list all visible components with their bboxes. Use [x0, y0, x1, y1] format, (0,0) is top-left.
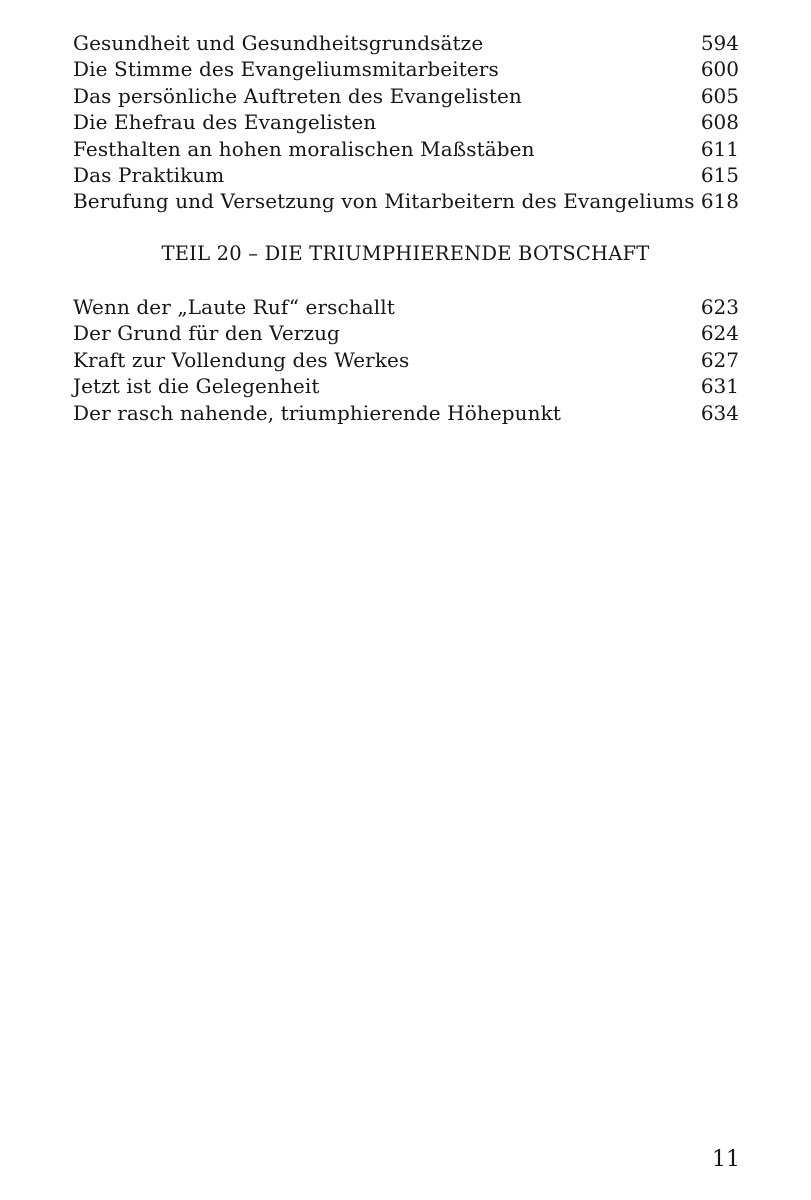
- toc-entry-title: Jetzt ist die Gelegenheit: [73, 374, 320, 399]
- toc-entry-page: 627: [700, 347, 739, 372]
- toc-entry-title: Der rasch nahende, triumphierende Höhepunkt: [73, 400, 561, 425]
- toc-entry: [73, 320, 739, 346]
- toc-entry-title: Die Stimme des Evangeliumsmitarbeiters: [73, 57, 499, 82]
- toc-entry: [73, 347, 739, 373]
- toc-list-part-19: [73, 30, 739, 215]
- toc-entry: [73, 83, 739, 109]
- toc-entry: [73, 294, 739, 320]
- toc-entry: [73, 188, 739, 214]
- toc-entry: [73, 373, 739, 399]
- toc-entry-page: 611: [700, 136, 739, 161]
- toc-entry-page: 631: [700, 374, 739, 399]
- toc-entry: [73, 400, 739, 426]
- toc-entry-title: Wenn der „Laute Ruf“ erschallt: [73, 295, 395, 319]
- toc-entry-page: 605: [700, 83, 739, 108]
- toc-entry-title: Das persönliche Auftreten des Evangelisten: [73, 83, 522, 108]
- toc-entry-title: Die Ehefrau des Evangelisten: [73, 110, 377, 135]
- toc-entry-page: 594: [700, 31, 739, 55]
- toc-entry-title: Der Grund für den Verzug: [73, 321, 340, 346]
- toc-entry: [73, 30, 739, 56]
- toc-entry-page: 634: [700, 400, 739, 425]
- toc-entry-title: Festhalten an hohen moralischen Maßstäben: [73, 136, 535, 161]
- toc-entry: [73, 136, 739, 162]
- toc-entry-title: Gesundheit und Gesundheitsgrundsätze: [73, 31, 484, 55]
- toc-entry-title: Berufung und Versetzung von Mitarbeitern des Evangeliums: [73, 189, 695, 214]
- toc-entry-page: 618: [700, 189, 739, 214]
- toc-entry: [73, 162, 739, 188]
- toc-entry-page: 600: [700, 57, 739, 82]
- toc-entry-page: 608: [700, 110, 739, 135]
- toc-entry-title: Das Praktikum: [73, 162, 225, 187]
- toc-entry-page: 615: [700, 162, 739, 187]
- page-number: 11: [712, 1147, 740, 1172]
- toc-entry: [73, 109, 739, 135]
- part-20-heading: TEIL 20 – DIE TRIUMPHIERENDE BOTSCHAFT: [161, 242, 650, 265]
- toc-entry-page: 624: [700, 321, 739, 346]
- toc-entry-page: 623: [700, 295, 739, 319]
- toc-list-part-20: [73, 294, 739, 426]
- toc-entry-title: Kraft zur Vollendung des Werkes: [73, 347, 410, 372]
- toc-entry: [73, 56, 739, 82]
